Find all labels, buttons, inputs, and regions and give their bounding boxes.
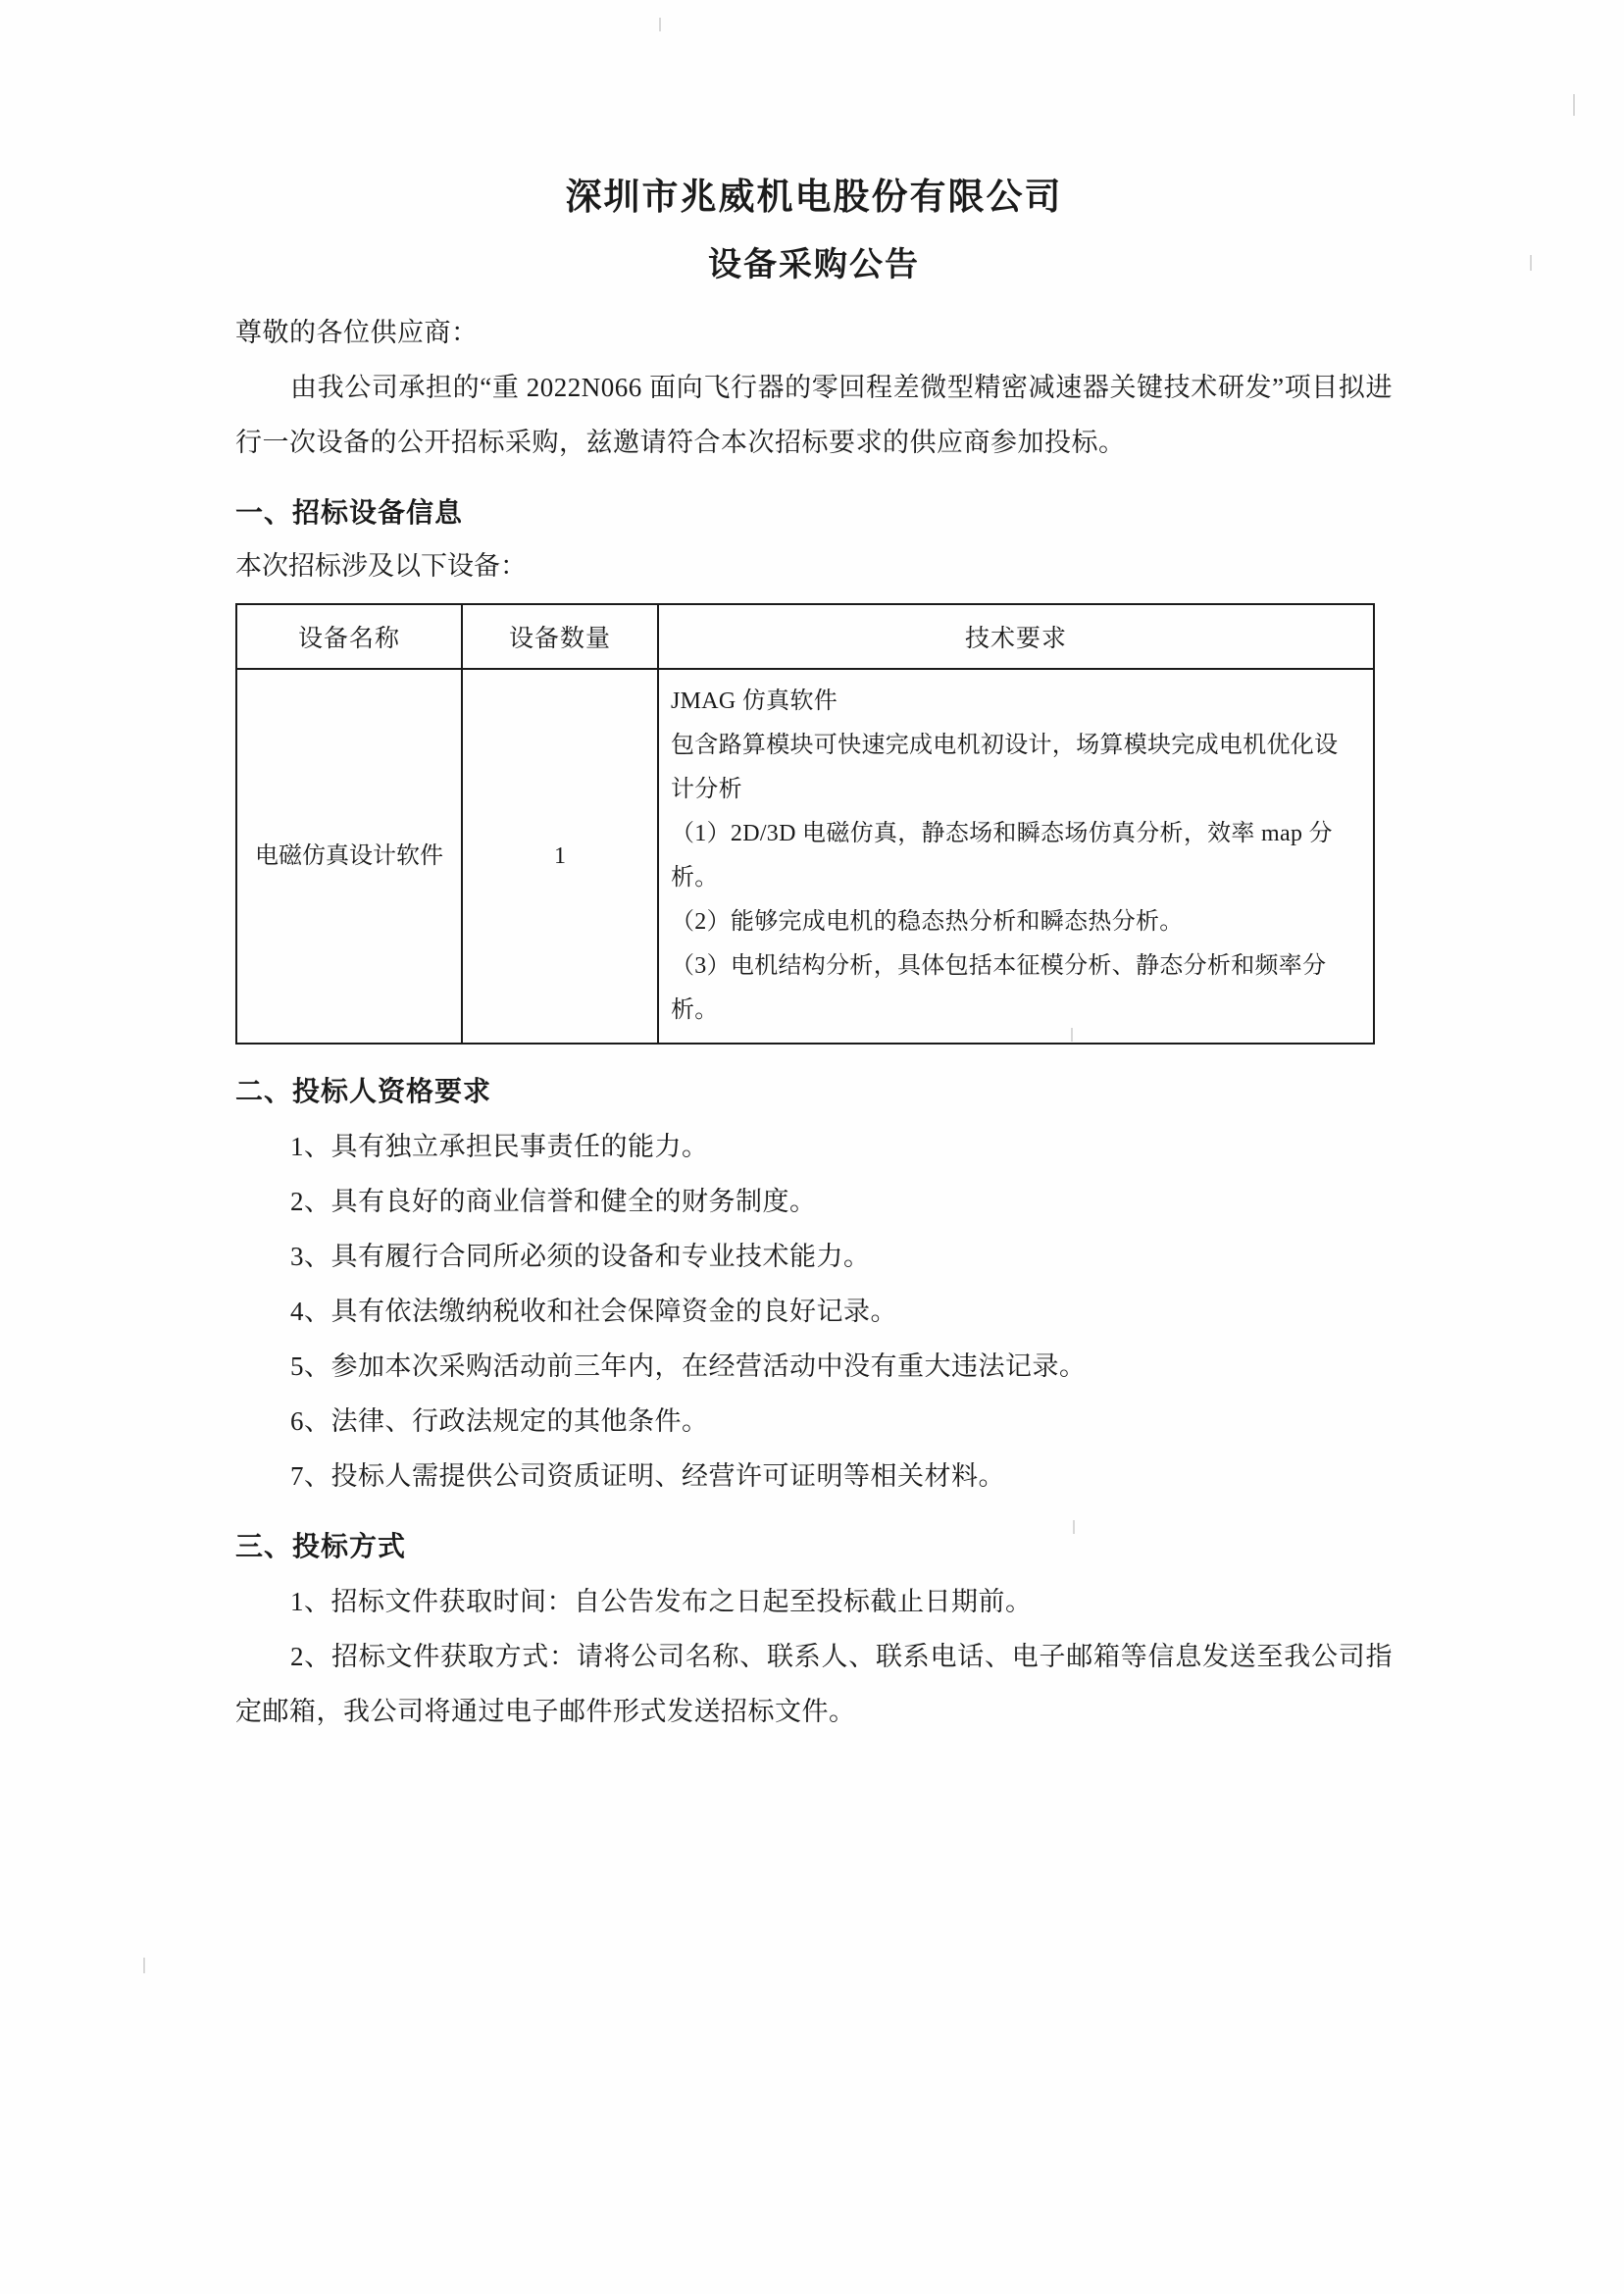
section-heading-2: 二、投标人资格要求 — [235, 1075, 492, 1107]
table-header-req: 技术要求 — [658, 604, 1374, 669]
document-body — [235, 167, 1393, 1739]
scan-artifact — [1573, 94, 1575, 116]
section-1-lead: 本次招标涉及以下设备： — [235, 551, 527, 581]
cell-equipment-name: 电磁仿真设计软件 — [236, 669, 462, 1044]
scan-artifact — [143, 1958, 145, 1973]
list-item: 2、招标文件获取方式：请将公司名称、联系人、联系电话、电子邮箱等信息发送至我公司指定邮箱，我公司将通过电子邮件形式发送招标文件。 — [235, 1642, 1393, 1726]
list-item: 3、具有履行合同所必须的设备和专业技术能力。 — [290, 1242, 871, 1271]
section-heading-1: 一、招标设备信息 — [235, 496, 464, 529]
salutation: 尊敬的各位供应商： — [235, 318, 479, 347]
scan-artifact — [1530, 255, 1532, 271]
list-item: 1、具有独立承担民事责任的能力。 — [290, 1132, 709, 1161]
page-title: 深圳市兆威机电股份有限公司 — [565, 175, 1063, 218]
list-item: 1、招标文件获取时间：自公告发布之日起至投标截止日期前。 — [290, 1587, 1033, 1616]
requirement-line: 包含路算模块可快速完成电机初设计，场算模块完成电机优化设计分析 — [671, 733, 1339, 802]
requirement-line: （3）电机结构分析，具体包括本征模分析、静态分析和频率分析。 — [671, 953, 1327, 1023]
cell-technical-requirements — [658, 669, 1374, 1044]
table-header-row — [236, 604, 1374, 669]
page-subtitle: 设备采购公告 — [708, 245, 920, 284]
list-item: 5、参加本次采购活动前三年内，在经营活动中没有重大违法记录。 — [290, 1351, 1087, 1381]
table-row — [236, 669, 1374, 1044]
scan-artifact — [659, 18, 661, 31]
cell-equipment-qty: 1 — [462, 669, 658, 1044]
list-item: 4、具有依法缴纳税收和社会保障资金的良好记录。 — [290, 1297, 897, 1326]
list-item: 2、具有良好的商业信誉和健全的财务制度。 — [290, 1187, 817, 1216]
list-item: 7、投标人需提供公司资质证明、经营许可证明等相关材料。 — [290, 1461, 1005, 1491]
section-heading-3: 三、投标方式 — [235, 1530, 407, 1562]
equipment-table — [235, 603, 1375, 1045]
requirement-line: JMAG 仿真软件 — [671, 688, 838, 714]
requirement-line: （1）2D/3D 电磁仿真，静态场和瞬态场仿真分析，效率 map 分析。 — [671, 821, 1333, 891]
requirement-line: （2）能够完成电机的稳态热分析和瞬态热分析。 — [671, 909, 1184, 935]
list-item: 6、法律、行政法规定的其他条件。 — [290, 1406, 709, 1436]
table-header-name: 设备名称 — [236, 604, 462, 669]
intro-paragraph: 由我公司承担的“重 2022N066 面向飞行器的零回程差微型精密减速器关键技术研发”项目拟进行一次设备的公开招标采购，兹邀请符合本次招标要求的供应商参加投标。 — [235, 373, 1393, 457]
table-header-qty: 设备数量 — [462, 604, 658, 669]
